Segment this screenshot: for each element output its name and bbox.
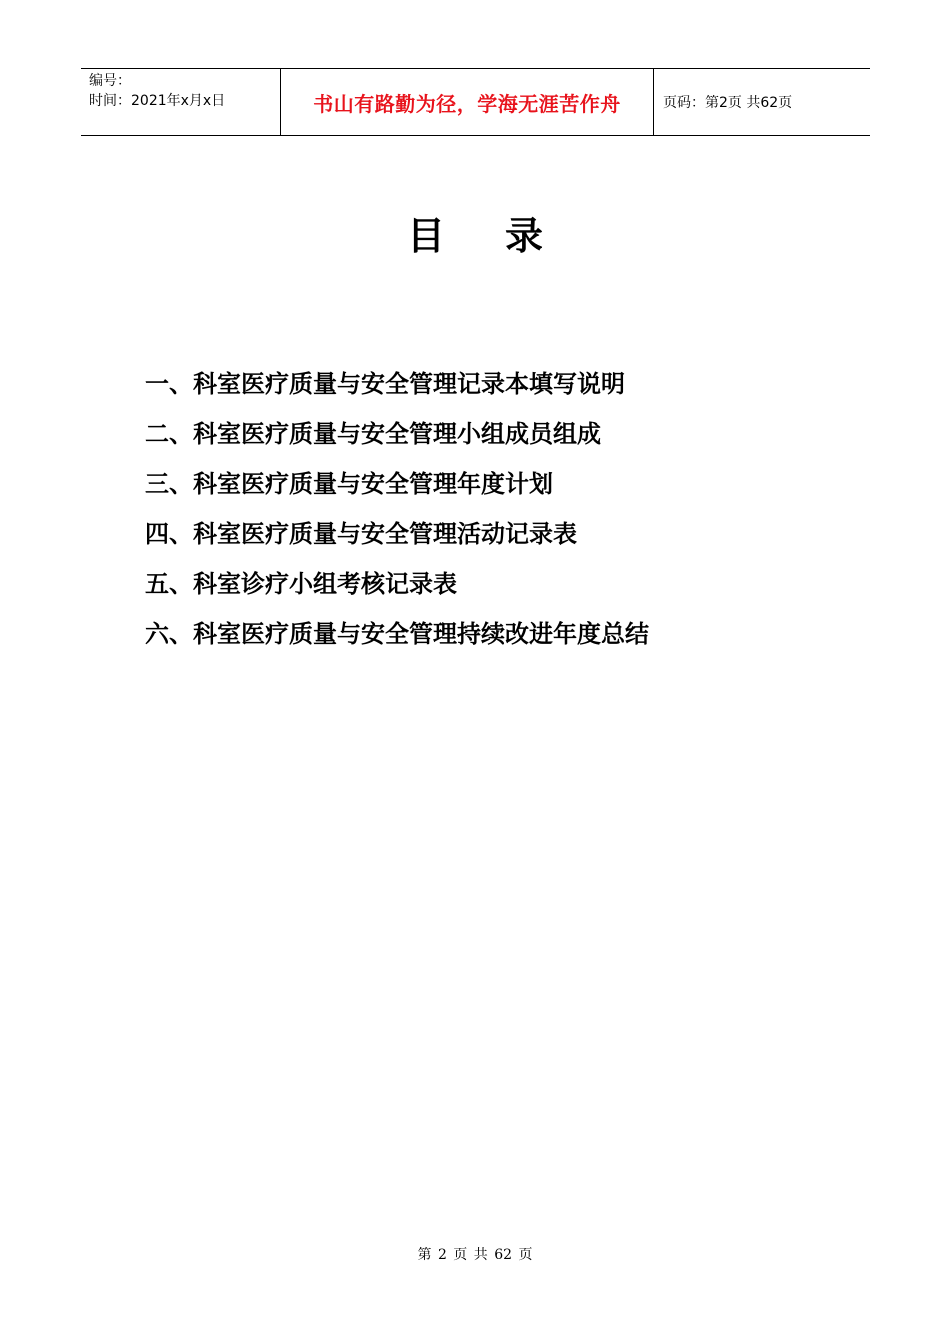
header-meta bbox=[81, 69, 281, 135]
page-footer: 第 2 页 共 62 页 bbox=[417, 1247, 533, 1263]
toc-item: 六、科室医疗质量与安全管理持续改进年度总结 bbox=[145, 620, 649, 648]
header-motto: 书山有路勤为径，学海无涯苦作舟 bbox=[281, 69, 654, 135]
number-label: 编号： bbox=[89, 73, 131, 89]
table-of-contents bbox=[145, 362, 649, 662]
toc-item: 一、科室医疗质量与安全管理记录本填写说明 bbox=[145, 370, 625, 398]
toc-item: 五、科室诊疗小组考核记录表 bbox=[145, 570, 457, 598]
toc-item: 三、科室医疗质量与安全管理年度计划 bbox=[145, 470, 553, 498]
page-title: 目录 bbox=[406, 214, 603, 258]
page-header bbox=[81, 68, 870, 136]
header-page-info: 页码：第2页 共62页 bbox=[663, 95, 793, 111]
time-label: 时间：2021年x月x日 bbox=[89, 93, 226, 109]
toc-item: 二、科室医疗质量与安全管理小组成员组成 bbox=[145, 420, 601, 448]
toc-item: 四、科室医疗质量与安全管理活动记录表 bbox=[145, 520, 577, 548]
